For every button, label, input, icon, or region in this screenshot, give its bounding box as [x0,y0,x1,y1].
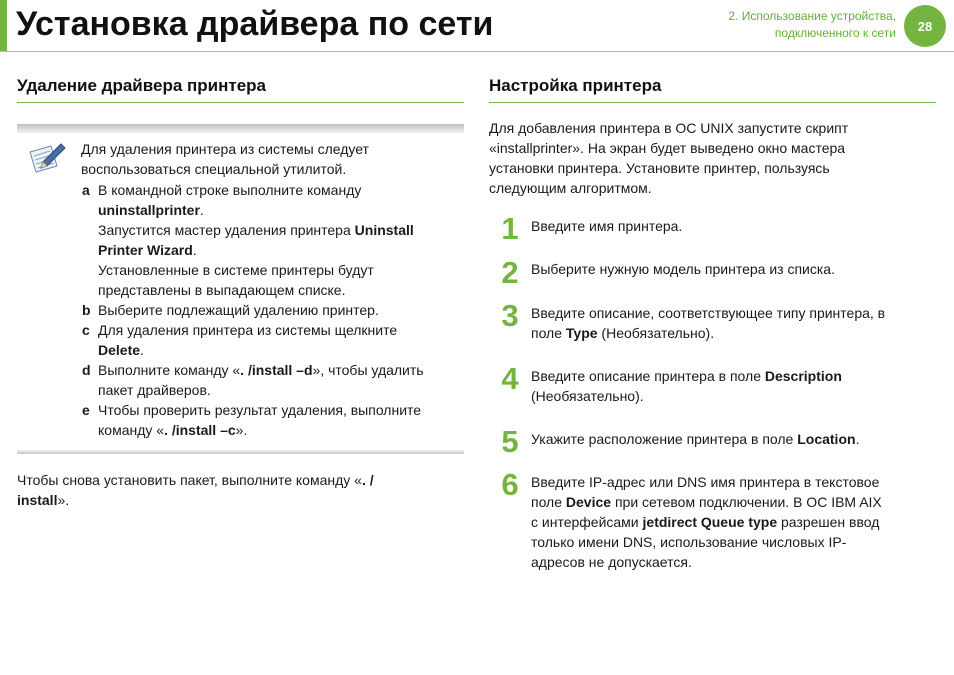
intro-line: «installprinter». На экран будет выведено окно мастера [489,140,846,156]
step-line: Введите имя принтера. [531,218,683,234]
chapter-title [636,8,896,42]
field-name: Location [797,431,856,447]
chapter-line-2: подключенного к сети [774,26,896,40]
list-item-a [98,180,460,220]
list-text: », чтобы удалить [312,362,424,378]
list-text: Чтобы проверить результат удаления, выполните [98,402,422,418]
bold-text: Uninstall [354,222,414,238]
step-line: только имени DNS, использование числовых IP- [531,534,847,550]
step-line: Введите IP-адрес или DNS имя принтера в текстовое [531,474,880,490]
list-text: Выполните команду « [98,362,241,378]
command-text: uninstallprinter [98,202,200,218]
step-number-1: 1 [501,211,519,246]
list-item-a-sub2 [98,260,460,300]
note-box-bottom-shade [17,450,464,454]
list-label-e: e [82,402,90,418]
step-line: . [855,431,860,447]
step-line: с интерфейсами [531,514,643,530]
step-line: Укажите расположение принтера в поле [531,431,798,447]
step-text-6 [531,472,939,572]
step-line: Введите описание принтера в поле [531,368,765,384]
intro-line: следующим алгоритмом. [489,180,652,196]
note-intro-line: Для удаления принтера из системы следует [81,141,369,157]
list-text: представлены в выпадающем списке. [98,282,346,298]
bold-text: Delete [98,342,141,358]
field-name: Description [764,368,842,384]
command-text: install [17,492,58,508]
list-text: Выберите подлежащий удалению принтер. [98,302,379,318]
left-section-heading: Удаление драйвера принтера [17,76,266,95]
paragraph-text: Чтобы снова установить пакет, выполните команду « [17,472,362,488]
list-text: ». [235,422,248,438]
step-text-2 [531,259,939,279]
list-text: Для удаления принтера из системы щелкните [98,322,398,338]
list-text: В командной строке выполните команду [98,182,362,198]
step-text-4 [531,366,939,406]
list-text: Запустится мастер удаления принтера [98,222,355,238]
step-number-6: 6 [501,467,519,502]
intro-line: установки принтера. Установите принтер, пользуясь [489,160,830,176]
chapter-line-1: 2. Использование устройства, [728,9,896,23]
header-accent-bar [0,0,7,52]
paragraph-text: ». [57,492,70,508]
list-label-d: d [82,362,91,378]
step-text-1 [531,216,939,236]
reinstall-paragraph [17,470,464,510]
list-text: команду « [98,422,165,438]
step-number-4: 4 [501,361,519,396]
step-number-2: 2 [501,255,519,290]
step-line: (Необязательно). [531,388,644,404]
command-text: . / [361,472,374,488]
list-text: . [199,202,204,218]
left-section-rule [17,102,464,103]
step-number-3: 3 [501,298,519,333]
step-line: поле [531,325,566,341]
header-divider [0,51,954,52]
step-text-5 [531,429,939,449]
bold-text: Printer Wizard [98,242,193,258]
list-text: . [140,342,144,358]
step-line: при сетевом подключении. В ОС IBM AIX [611,494,882,510]
setup-intro [489,118,936,198]
list-label-c: c [82,322,90,338]
step-line: Введите описание, соответствующее типу принтера, в [531,305,886,321]
list-item-b [98,300,460,320]
step-text-3 [531,303,939,343]
step-line: разрешен ввод [777,514,880,530]
list-item-e [98,400,460,440]
command-text: . /install –c [164,422,236,438]
step-number-5: 5 [501,424,519,459]
step-line: (Необязательно). [597,325,715,341]
list-label-b: b [82,302,91,318]
page-header [0,0,954,52]
list-item-c [98,320,460,360]
intro-line: Для добавления принтера в ОС UNIX запустите скрипт [489,120,849,136]
list-item-a-sub1 [98,220,460,260]
command-text: . /install –d [240,362,313,378]
page-number-badge: 28 [904,5,946,47]
step-line: адресов не допускается. [531,554,692,570]
list-label-a: a [82,182,90,198]
right-section-heading: Настройка принтера [489,76,662,95]
field-name: Type [565,325,598,341]
list-text: пакет драйверов. [98,382,211,398]
field-name: jetdirect Queue type [642,514,778,530]
note-box-top-shade [17,124,464,133]
right-section-rule [489,102,936,103]
list-text: . [192,242,197,258]
list-item-d [98,360,460,400]
step-line: поле [531,494,566,510]
note-intro [81,139,461,179]
list-text: Установленные в системе принтеры будут [98,262,374,278]
field-name: Device [565,494,612,510]
step-line: Выберите нужную модель принтера из списка. [531,261,835,277]
note-intro-line: воспользоваться специальной утилитой. [81,161,347,177]
page-title: Установка драйвера по сети [16,5,494,43]
note-pencil-icon [27,140,67,174]
